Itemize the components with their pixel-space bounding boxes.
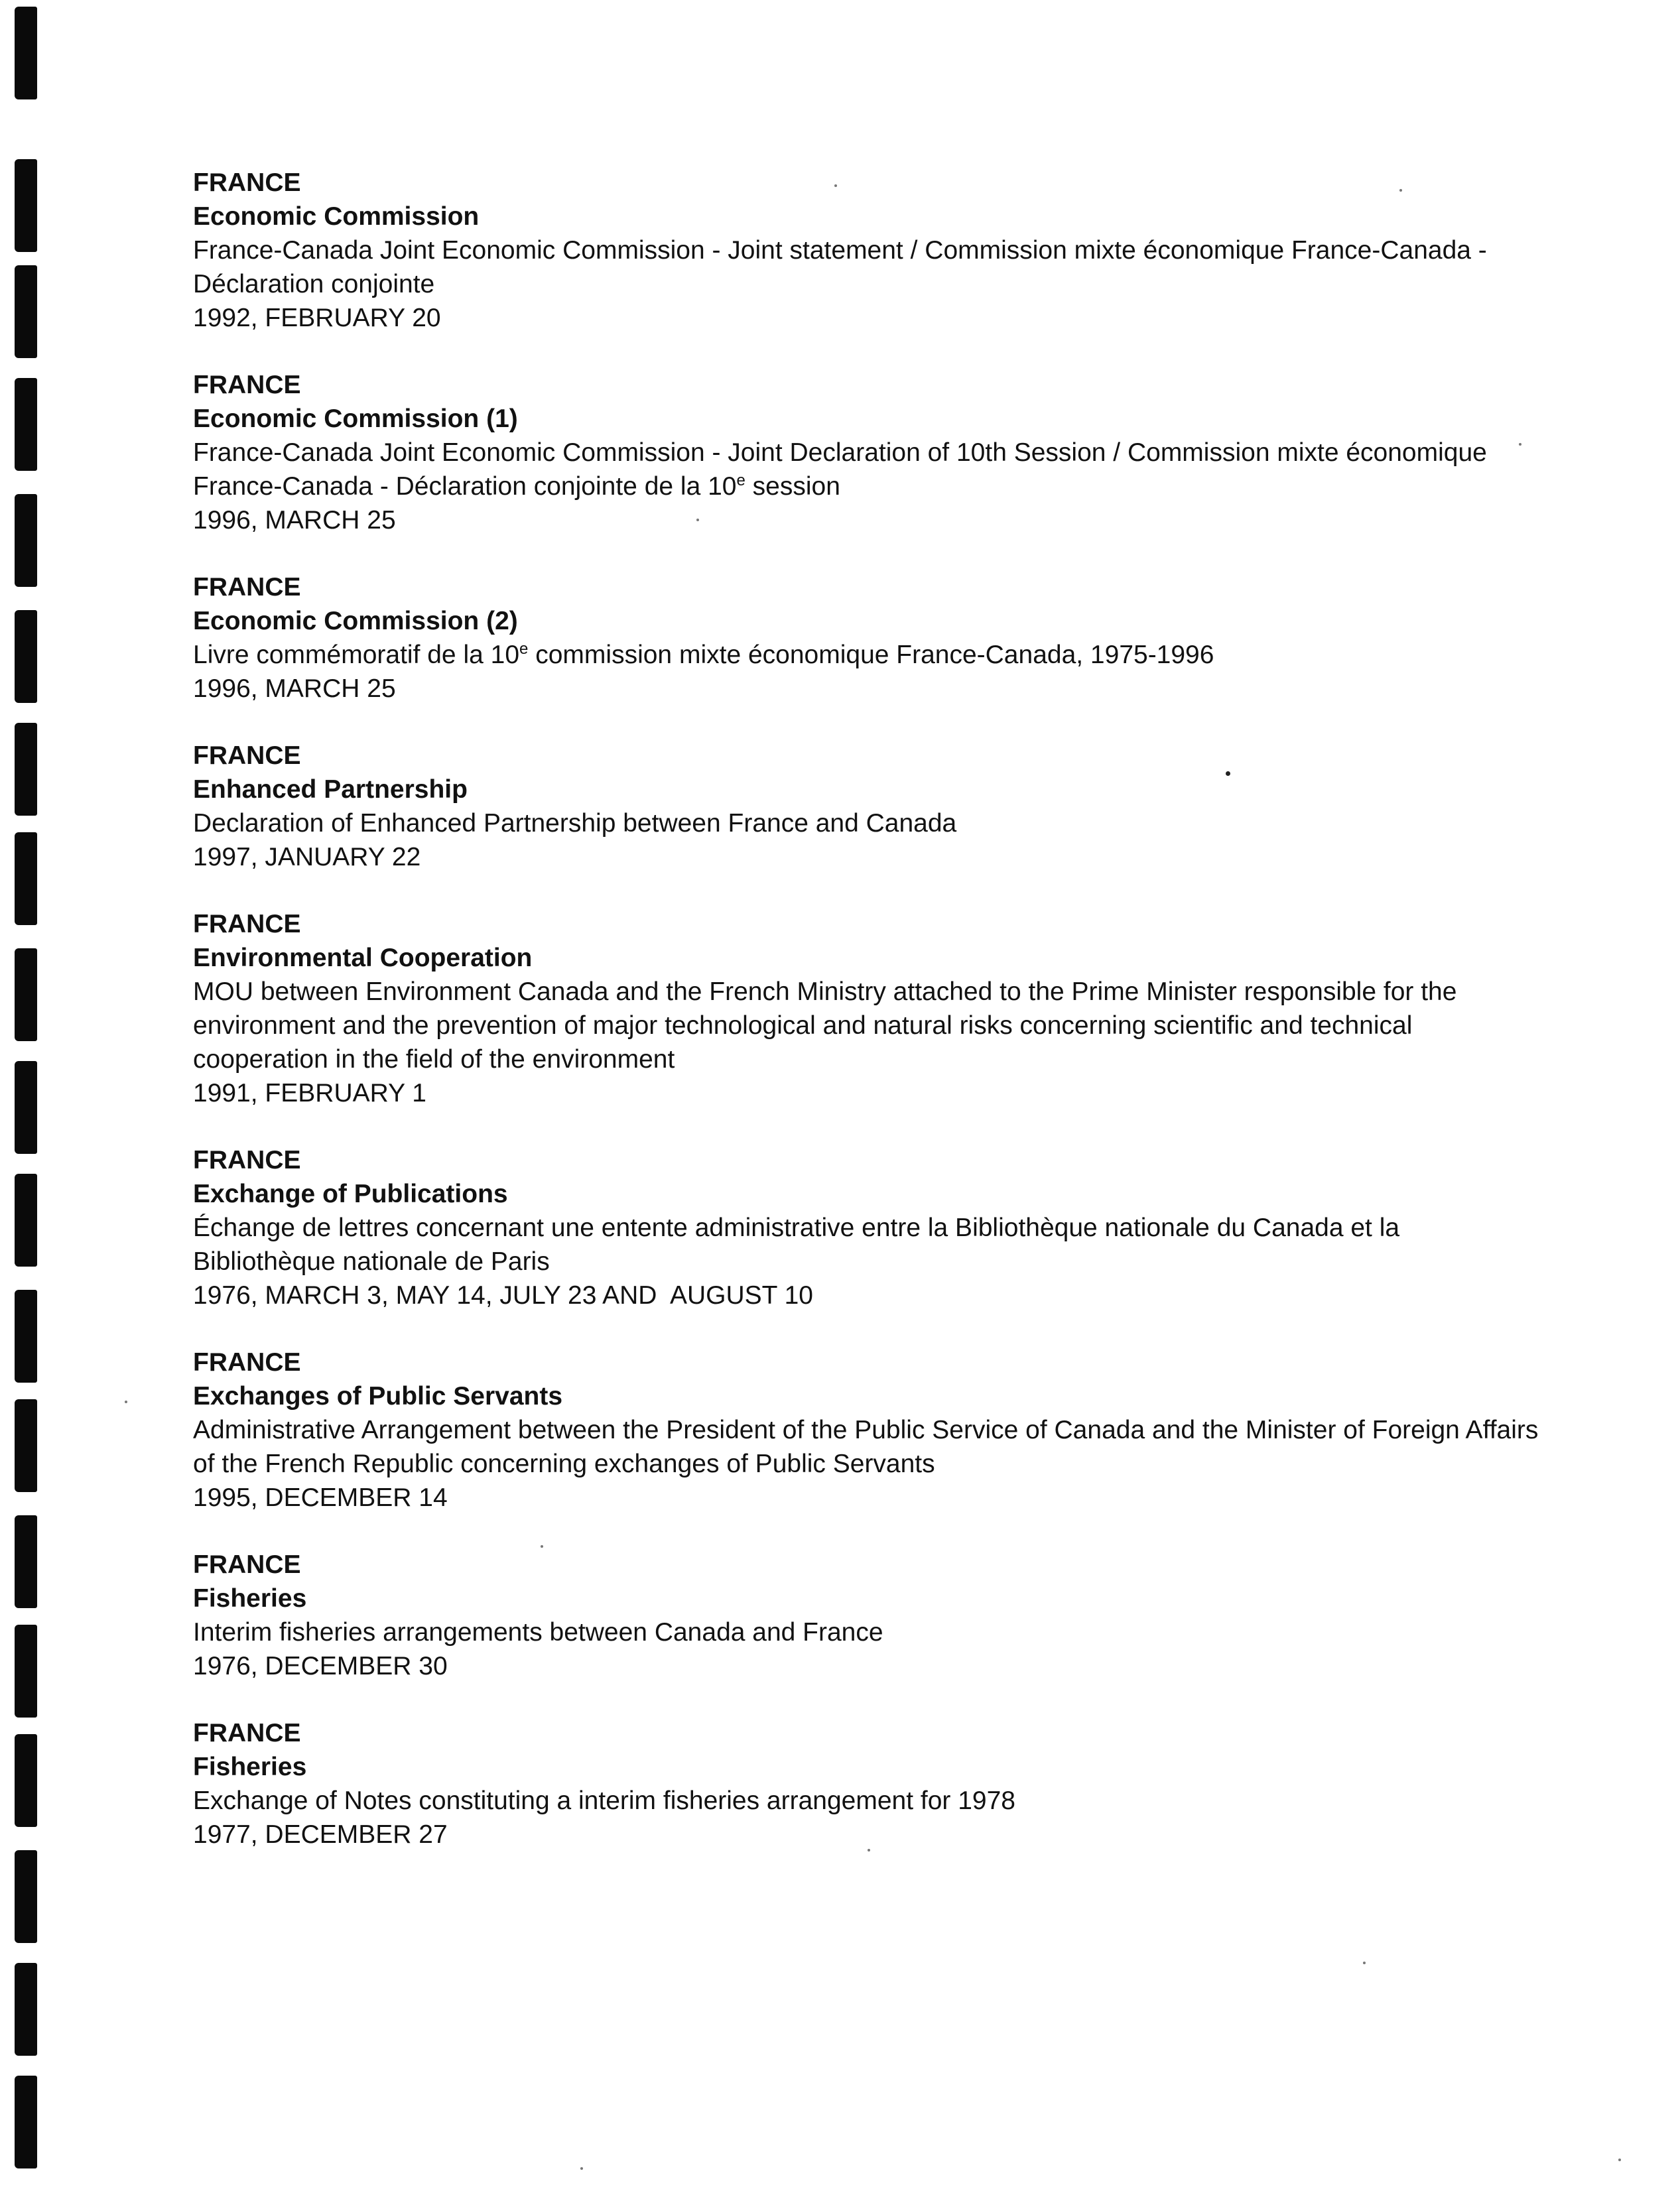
- scan-speck: [580, 2167, 583, 2170]
- binder-hole: [15, 1515, 37, 1608]
- binder-hole: [15, 7, 37, 99]
- entry-title: Échange de lettres concernant une entente administrative entre la Bibliothèque nationale du Canada et la Bibliothèque nationale de Paris: [193, 1214, 1400, 1276]
- entry-title: [193, 638, 1539, 672]
- binder-hole: [15, 1734, 37, 1827]
- scan-speck: [1363, 1962, 1366, 1964]
- scan-speck: [1618, 2159, 1621, 2161]
- document-listing: [193, 166, 1539, 1885]
- entry-subject: Exchange of Publications: [193, 1180, 508, 1208]
- binder-hole: [15, 1963, 37, 2056]
- binder-hole: [15, 1625, 37, 1718]
- binder-hole: [15, 832, 37, 925]
- entry-date: 1976, MARCH 3, MAY 14, JULY 23 AND AUGUST 10: [193, 1281, 813, 1310]
- list-item: [193, 907, 1539, 1110]
- entry-title: Exchange of Notes constituting a interim fisheries arrangement for 1978: [193, 1787, 1016, 1815]
- entry-title: Interim fisheries arrangements between Canada and France: [193, 1618, 883, 1647]
- entry-date: 1991, FEBRUARY 1: [193, 1079, 426, 1107]
- list-item: [193, 1548, 1539, 1683]
- binder-holes: [15, 0, 48, 2197]
- list-item: [193, 570, 1539, 706]
- list-item: [193, 1346, 1539, 1515]
- list-item: [193, 166, 1539, 335]
- entry-subject: Environmental Cooperation: [193, 944, 533, 972]
- binder-hole: [15, 610, 37, 703]
- entry-country: FRANCE: [193, 1348, 301, 1377]
- binder-hole: [15, 2076, 37, 2168]
- entry-date: 1997, JANUARY 22: [193, 843, 421, 871]
- entry-title-text: Livre commémoratif de la 10: [193, 641, 520, 669]
- entry-subject: Fisheries: [193, 1584, 307, 1613]
- entry-date: 1977, DECEMBER 27: [193, 1820, 448, 1849]
- entry-country: FRANCE: [193, 573, 301, 601]
- entry-title-text: France-Canada Joint Economic Commission - Joint Declaration of 10th Session / Commission mixte économique France-Canada - Déclaration conjointe de la 10: [193, 438, 1487, 501]
- entry-country: FRANCE: [193, 741, 301, 770]
- binder-hole: [15, 948, 37, 1041]
- entry-country: FRANCE: [193, 168, 301, 197]
- list-item: [193, 739, 1539, 874]
- binder-hole: [15, 378, 37, 471]
- entry-subject: Economic Commission (1): [193, 405, 518, 433]
- entry-title: Declaration of Enhanced Partnership between France and Canada: [193, 809, 957, 838]
- entry-title-text: session: [745, 472, 840, 501]
- scan-speck: [125, 1401, 127, 1403]
- binder-hole: [15, 1290, 37, 1383]
- binder-hole: [15, 1061, 37, 1154]
- list-item: [193, 1716, 1539, 1852]
- entry-date: 1992, FEBRUARY 20: [193, 304, 441, 332]
- ordinal-suffix: e: [736, 471, 745, 489]
- entry-title: Administrative Arrangement between the President of the Public Service of Canada and the Minister of Foreign Affairs of the French Republic concerning exchanges of Public Servants: [193, 1416, 1539, 1478]
- entry-subject: Economic Commission: [193, 202, 480, 231]
- entry-subject: Economic Commission (2): [193, 607, 518, 635]
- list-item: [193, 368, 1539, 537]
- entry-country: FRANCE: [193, 1146, 301, 1174]
- binder-hole: [15, 1850, 37, 1943]
- entry-subject: Exchanges of Public Servants: [193, 1382, 563, 1411]
- entry-country: FRANCE: [193, 910, 301, 938]
- binder-hole: [15, 723, 37, 816]
- entry-subject: Enhanced Partnership: [193, 775, 468, 804]
- binder-hole: [15, 494, 37, 587]
- entry-subject: Fisheries: [193, 1753, 307, 1781]
- entry-country: FRANCE: [193, 371, 301, 399]
- entry-date: 1976, DECEMBER 30: [193, 1652, 448, 1680]
- binder-hole: [15, 1399, 37, 1492]
- binder-hole: [15, 1174, 37, 1267]
- list-item: [193, 1143, 1539, 1312]
- binder-hole: [15, 159, 37, 252]
- entry-country: FRANCE: [193, 1719, 301, 1747]
- entry-title: France-Canada Joint Economic Commission - Joint statement / Commission mixte économique France-Canada - Déclaration conjointe: [193, 236, 1487, 298]
- entry-title: MOU between Environment Canada and the French Ministry attached to the Prime Minister responsible for the environment and the prevention of major technological and natural risks concerning scientific and technical cooperation in the field of the environment: [193, 977, 1457, 1074]
- entry-title: [193, 436, 1539, 503]
- ordinal-suffix: e: [519, 640, 529, 658]
- binder-hole: [15, 265, 37, 358]
- entry-country: FRANCE: [193, 1550, 301, 1579]
- entry-date: 1995, DECEMBER 14: [193, 1483, 448, 1512]
- entry-title-text: commission mixte économique France-Canada, 1975-1996: [528, 641, 1214, 669]
- entry-date: 1996, MARCH 25: [193, 674, 396, 703]
- entry-date: 1996, MARCH 25: [193, 506, 396, 534]
